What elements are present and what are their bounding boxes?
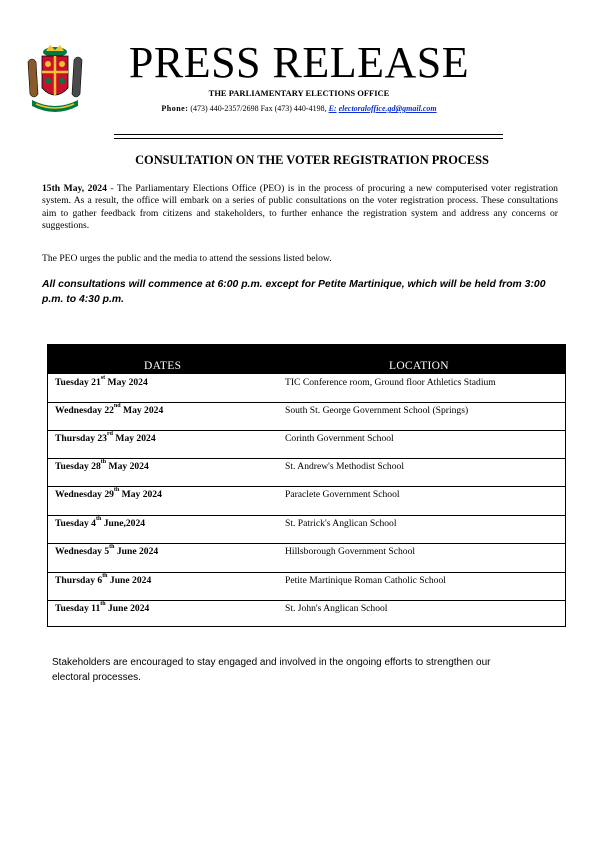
table-row (48, 486, 565, 516)
time-notice: All consultations will commence at 6:00 p.m. except for Petite Martinique, which will be held from 3:00 p.m. to 4:30 p.m. (42, 279, 546, 305)
intro-paragraph (42, 183, 558, 233)
row-location: South St. George Government School (Springs) (285, 405, 469, 416)
table-row (48, 572, 565, 601)
row-location: St. Patrick's Anglican School (285, 518, 397, 529)
table-row (48, 543, 565, 573)
row-date: Wednesday 22nd May 2024 (55, 403, 164, 416)
row-location: St. Andrew's Methodist School (285, 461, 404, 472)
table-row (48, 458, 565, 487)
row-date: Wednesday 5th June 2024 (55, 544, 159, 557)
row-location: Paraclete Government School (285, 489, 400, 500)
row-location: TIC Conference room, Ground floor Athletics Stadium (285, 377, 496, 388)
contact-line (114, 104, 484, 113)
row-location: St. John's Anglican School (285, 603, 388, 614)
phone-label: Phone: (161, 104, 189, 113)
table-row (48, 430, 565, 459)
row-location: Hillsborough Government School (285, 546, 416, 557)
row-location: Petite Martinique Roman Catholic School (285, 575, 446, 586)
intro-text: - The Parliamentary Elections Office (PEO) is in the process of procuring a new computerised voter registration system. As a result, the office will embark on a series of public consultations on the voter registration process. These consultations aim to gather feedback from citizens and stakeholders, to further enhance the registration system and address any concerns or suggestions. (42, 183, 558, 232)
office-name: THE PARLIAMENTARY ELECTIONS OFFICE (208, 88, 390, 98)
header-divider-bottom (114, 138, 503, 139)
header-location: LOCATION (389, 360, 449, 372)
row-date: Tuesday 4th June,2024 (55, 516, 146, 529)
page-title: PRESS RELEASE (128, 38, 470, 87)
row-date: Tuesday 11th June 2024 (55, 601, 150, 614)
row-date: Thursday 6th June 2024 (55, 573, 152, 586)
email-link[interactable]: electoraloffice.gd@gmail.com (338, 104, 437, 113)
email-prefix[interactable]: E: (328, 104, 337, 113)
row-date: Tuesday 21st May 2024 (55, 375, 148, 388)
section-heading: CONSULTATION ON THE VOTER REGISTRATION PROCESS (135, 153, 489, 167)
consultation-schedule-table (47, 344, 566, 627)
coat-of-arms-emblem (24, 42, 86, 118)
table-row (48, 374, 565, 403)
table-row (48, 402, 565, 431)
row-date: Wednesday 29th May 2024 (55, 487, 162, 500)
header-divider-top (114, 134, 503, 135)
phone-numbers: (473) 440-2357/2698 Fax (473) 440-4198, (190, 104, 327, 113)
urge-paragraph: The PEO urges the public and the media to attend the sessions listed below. (42, 253, 332, 264)
row-date: Tuesday 28th May 2024 (55, 459, 149, 472)
release-date: 15th May, 2024 (42, 183, 107, 194)
row-date: Thursday 23rd May 2024 (55, 431, 156, 444)
table-header (48, 345, 565, 374)
closing-paragraph: Stakeholders are encouraged to stay engaged and involved in the ongoing efforts to strengthen our electoral processes. (52, 657, 491, 683)
header-dates: DATES (144, 360, 182, 372)
table-row (48, 600, 565, 626)
table-row (48, 515, 565, 544)
row-location: Corinth Government School (285, 433, 394, 444)
